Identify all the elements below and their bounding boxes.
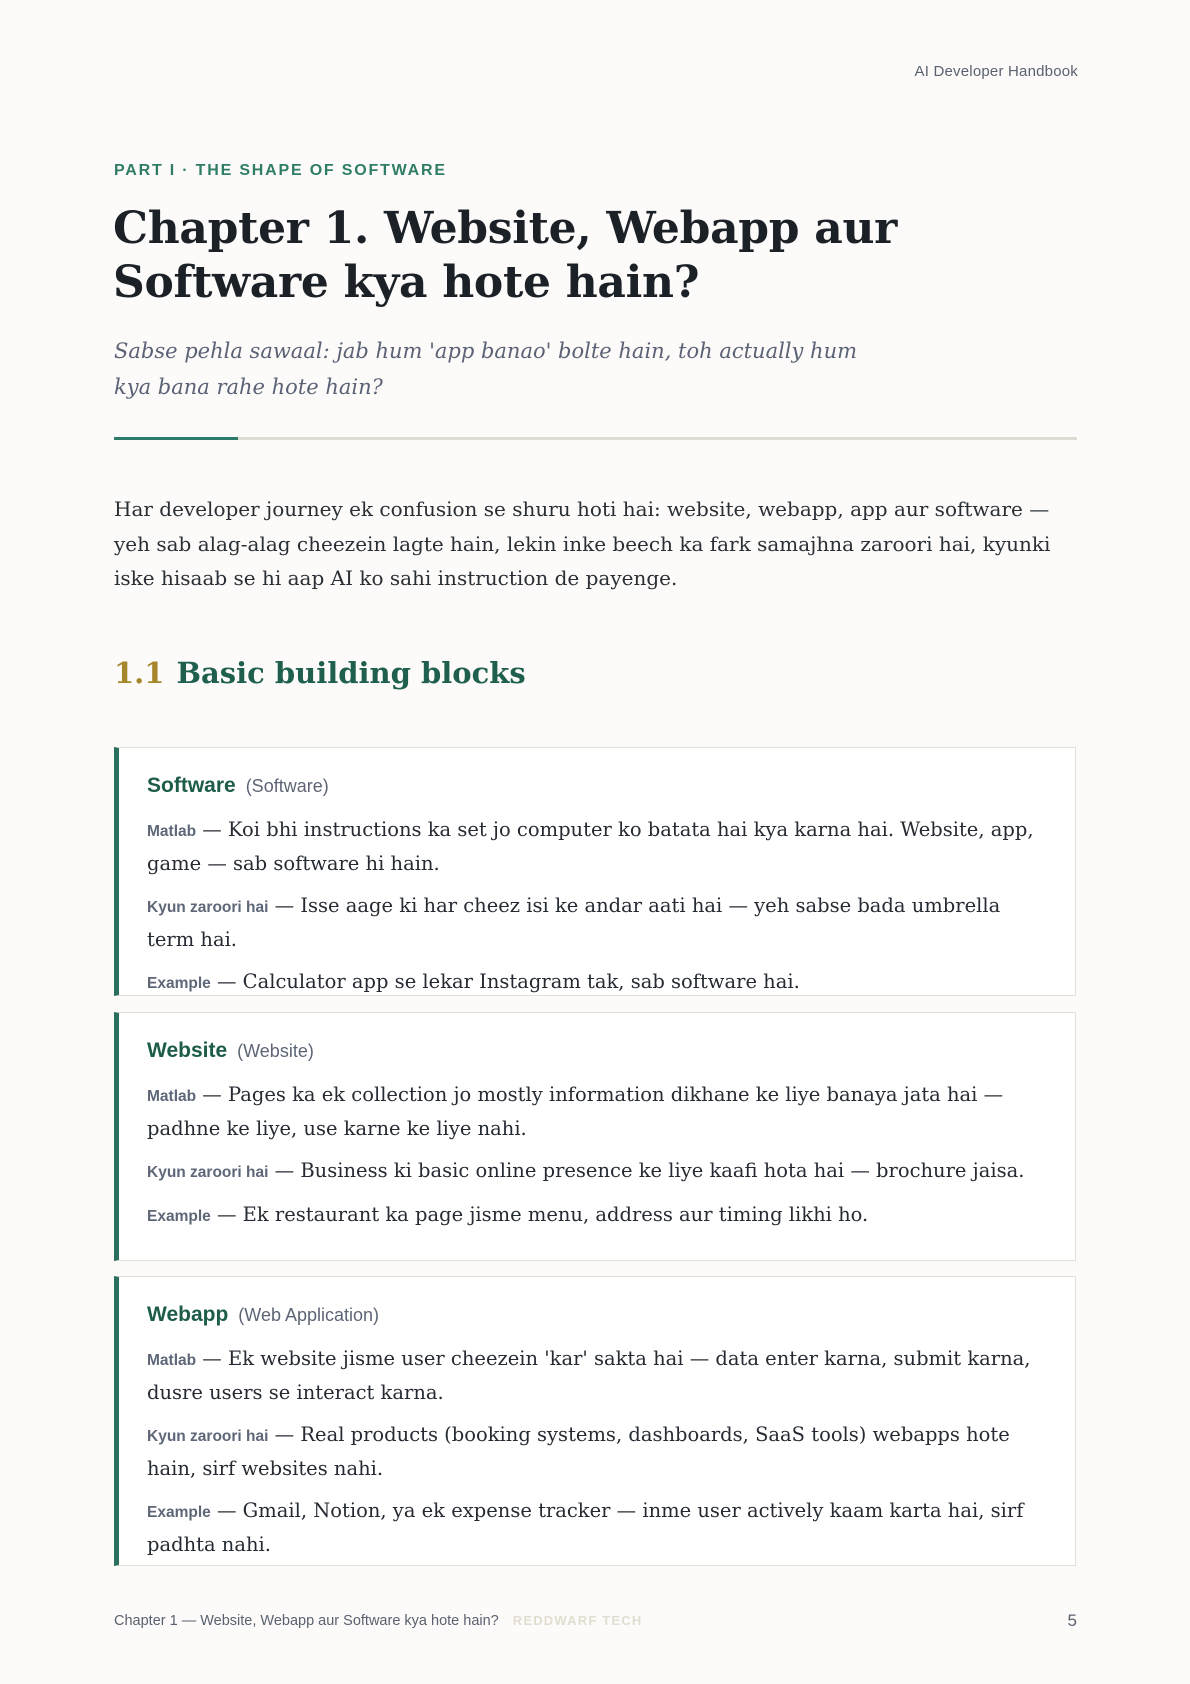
field-text: Ek website jisme user cheezein 'kar' sakta hai — data enter karna, submit karna, dusre users se interact karna.	[147, 1347, 1031, 1404]
field-separator: —	[274, 1159, 295, 1182]
field-text: Koi bhi instructions ka set jo computer ko batata hai kya karna hai. Website, app, game — sab software hi hain.	[147, 818, 1034, 875]
field-separator: —	[202, 818, 222, 841]
footer-chapter-ref: Chapter 1 — Website, Webapp aur Software kya hote hain?	[114, 1613, 499, 1629]
field-separator: —	[202, 1347, 222, 1370]
field-text: Pages ka ek collection jo mostly information dikhane ke liye banaya jata hai — padhne ke liye, use karne ke liye nahi.	[147, 1083, 1004, 1140]
card-field-kyun-zaroori-hai	[147, 890, 1045, 956]
card-field-example	[147, 1199, 1045, 1233]
field-separator: —	[216, 1203, 237, 1226]
definition-card-website	[114, 1012, 1076, 1261]
field-text: Calculator app se lekar Instagram tak, sab software hai.	[242, 970, 800, 993]
field-text: Ek restaurant ka page jisme menu, address aur timing likhi ho.	[242, 1203, 869, 1226]
running-header: AI Developer Handbook	[914, 63, 1078, 80]
card-field-example	[147, 966, 1045, 1000]
chapter-subtitle: Sabse pehla sawaal: jab hum 'app banao' bolte hain, toh actually hum kya bana rahe hote hain?	[114, 339, 858, 399]
page-number: 5	[1067, 1611, 1077, 1630]
chapter-title: Chapter 1. Website, Webapp aur Software kya hote hain?	[113, 203, 898, 308]
page-footer	[114, 1613, 642, 1629]
section-title: Basic building blocks	[176, 656, 526, 690]
intro-paragraph: Har developer journey ek confusion se shuru hoti hai: website, webapp, app aur software — yeh sab alag-alag cheezein lagte hain, lekin inke beech ka fark samajhna zaroori hai, kyunki iske hisaab se hi aap AI ko sahi instruction de payenge.	[114, 497, 1051, 590]
card-field-kyun-zaroori-hai	[147, 1419, 1045, 1485]
card-subtitle: (Web Application)	[238, 1305, 380, 1325]
card-field-matlab	[147, 1079, 1045, 1145]
field-text: Gmail, Notion, ya ek expense tracker — inme user actively kaam karta hai, sirf padhta nahi.	[147, 1499, 1024, 1556]
part-label: PART I · THE SHAPE OF SOFTWARE	[114, 162, 447, 179]
card-title: Webapp	[147, 1303, 229, 1326]
field-label: Example	[147, 1208, 211, 1225]
card-title: Software	[147, 774, 236, 797]
field-separator: —	[274, 894, 295, 917]
field-label: Matlab	[147, 1088, 197, 1105]
field-label: Kyun zaroori hai	[147, 1164, 269, 1181]
card-subtitle: (Software)	[245, 776, 329, 796]
card-field-kyun-zaroori-hai	[147, 1155, 1045, 1189]
field-separator: —	[274, 1423, 295, 1446]
title-divider	[114, 437, 1077, 440]
definition-card-software	[114, 747, 1076, 996]
card-subtitle: (Website)	[237, 1041, 314, 1061]
definition-card-webapp	[114, 1276, 1076, 1566]
field-label: Kyun zaroori hai	[147, 899, 269, 916]
footer-brand: REDDWARF TECH	[512, 1613, 643, 1628]
field-label: Example	[147, 1504, 211, 1521]
field-separator: —	[216, 970, 237, 993]
card-field-matlab	[147, 1343, 1045, 1409]
field-separator: —	[216, 1499, 237, 1522]
field-label: Kyun zaroori hai	[147, 1428, 269, 1445]
card-field-matlab	[147, 814, 1045, 880]
title-divider-accent	[114, 437, 238, 440]
field-text: Isse aage ki har cheez isi ke andar aati hai — yeh sabse bada umbrella term hai.	[147, 894, 1001, 951]
field-label: Example	[147, 975, 211, 992]
field-label: Matlab	[147, 1352, 197, 1369]
card-field-example	[147, 1495, 1045, 1561]
field-separator: —	[202, 1083, 222, 1106]
card-title: Website	[147, 1039, 228, 1062]
field-text: Real products (booking systems, dashboards, SaaS tools) webapps hote hain, sirf websites nahi.	[147, 1423, 1010, 1480]
field-text: Business ki basic online presence ke liye kaafi hota hai — brochure jaisa.	[300, 1159, 1025, 1182]
section-heading	[114, 656, 526, 690]
field-label: Matlab	[147, 823, 197, 840]
section-number: 1.1	[114, 656, 165, 690]
